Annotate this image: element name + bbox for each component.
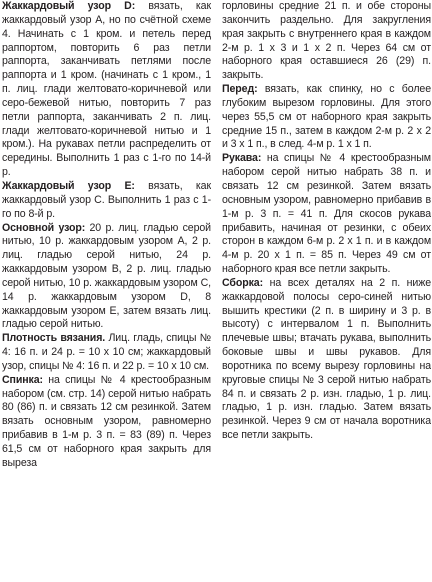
heading-gauge: Плотность вязания. <box>2 332 106 345</box>
heading-back: Спинка: <box>2 373 43 386</box>
text-assembly: на всех деталях на 2 п. ниже жаккардовой полосы серо-синей нитью вышить крестики (2 п. в ширину и 3 р. в высоту) с интервалом 1 п. Выполнить плечевые швы; втачать рукава, выполнить боковые швы и швы рукавов. Для воротника по всему вырезу горловины на круговые спицы № 3 серой нитью набрать 84 п. и связать 2 р. изн. гладью, 1 р. лиц. гладью, 1 р. изн. гладью. Затем вязать резинкой. Через 9 см от начала воротника все петли закрыть. <box>222 276 431 442</box>
text-back: на спицы № 4 крестообразным набором (см. стр. 14) серой нитью набрать 80 (86) п. и связать 12 см резинкой. Затем вязать основным узором, равномерно прибавив в 1-м р. 3 п. = 83 (89) п. Через 61,5 см от наборного края закрыть для выреза <box>2 373 211 469</box>
heading-jacquard-e: Жаккардовый узор Е: <box>2 179 135 192</box>
paragraph-gauge <box>2 332 211 374</box>
paragraph-back <box>2 374 211 471</box>
paragraph-main-pattern <box>2 222 211 333</box>
paragraph-sleeves <box>222 152 431 277</box>
heading-sleeves: Рукава: <box>222 152 262 165</box>
text-front: вязать, как спинку, но с более глубоким вырезом горловины. Для этого через 55,5 см от наборного края закрыть средние 15 п., затем в каждом 2-м р. 2 х 2 и 3 х 1 п., в след. 4-м р. 1 х 1 п. <box>222 83 431 151</box>
text-gauge: Лиц. гладь, спицы № 4: 16 п. и 24 р. = 10 х 10 см; жаккардовый узор, спицы № 4: 16 п. и 22 р. = 10 х 10 см. <box>2 332 211 372</box>
heading-assembly: Сборка: <box>222 276 264 289</box>
right-column <box>222 0 431 582</box>
paragraph-front <box>222 83 431 152</box>
paragraph-jacquard-d <box>2 0 211 180</box>
left-column <box>2 0 211 582</box>
heading-main-pattern: Основной узор: <box>2 221 86 234</box>
text-jacquard-e: вязать, как жаккардовый узор С. Выполнить 1 раз с 1-го по 8-й р. <box>2 179 211 220</box>
heading-front: Перед: <box>222 83 258 96</box>
text-main-pattern: 20 р. лиц. гладью серой нитью, 10 р. жаккардовым узором А, 2 р. лиц. гладью серой нитью, 24 р. жаккардовым узором В, 2 р. лиц. гладью серой нитью, 10 р. жаккардовым узором С, 14 р. жаккардовым узором D, 8 жаккардовым узором Е, затем вязать лиц. гладью серой нитью. <box>2 221 211 331</box>
text-jacquard-d: вязать, как жаккардовый узор А, но по счётной схеме 4. Начинать с 1 кром. и петель перед раппортом, повторить 6 раз петли раппорта, заканчивать петлями после раппорта и 1 кром. (начинать с 1 кром., 1 п. лиц. глади желтовато-коричневой или серо-бежевой нитью, повторить 7 раз петли раппорта, заканчивать 2 п. лиц. глади желтовато-коричневой нитью и 1 кром.). На рукавах петли распределить от середины. Выполнить 1 раз с 1-го по 14-й р. <box>2 0 211 179</box>
text-back-continued: горловины средние 21 п. и обе стороны закончить раздельно. Для закругления края закрыть с внутреннего края в каждом 2-м р. 1 х 3 и 1 х 2 п. Через 64 см от наборного края оставшиеся 26 (29) п. закрыть. <box>222 0 431 82</box>
heading-jacquard-d: Жаккардовый узор D: <box>2 0 136 12</box>
paragraph-assembly <box>222 277 431 443</box>
paragraph-back-continued <box>222 0 431 83</box>
text-sleeves: на спицы № 4 крестообразным набором серой нитью набрать 38 п. и связать 12 см резинкой. Затем вязать основным узором, равномерно прибавив в 1-м р. 3 п. = 41 п. Для скосов рукава прибавить, начиная от резинки, с обеих сторон в каждом 6-м р. 2 х 1 п. и в каждом 4-м р. 20 х 1 п. = 85 п. Через 49 см от наборного края все петли закрыть. <box>222 152 431 276</box>
paragraph-jacquard-e <box>2 180 211 222</box>
